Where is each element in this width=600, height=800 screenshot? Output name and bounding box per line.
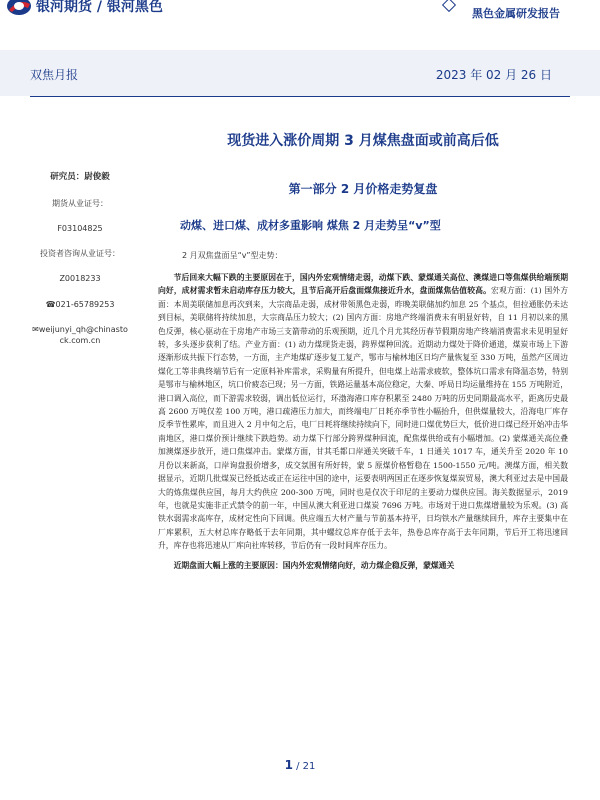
researcher-label: 研究员：尉俊毅 bbox=[50, 172, 110, 182]
report-type: 双焦月报 bbox=[30, 68, 79, 82]
invest-cert-label: 投资者咨询从业证号： bbox=[40, 249, 120, 259]
email-line-2[interactable]: ck.com.cn bbox=[59, 336, 101, 346]
header-divider bbox=[30, 96, 570, 97]
report-date: 2023 年 02 月 26 日 bbox=[435, 68, 552, 82]
top-header bbox=[0, 0, 600, 42]
diamond-icon bbox=[442, 0, 456, 12]
report-body bbox=[158, 130, 568, 572]
galaxy-logo-icon bbox=[6, 0, 32, 18]
report-series: 黑色金属研发报告 bbox=[472, 7, 560, 20]
part-heading: 第一部分 2 月价格走势复盘 bbox=[288, 182, 438, 196]
futures-cert-number: F03104825 bbox=[57, 224, 103, 234]
author-sidebar bbox=[20, 172, 140, 346]
paragraph-2-lead: 近期盘面大幅上涨的主要原因：国内外宏观情绪向好，动力煤企稳反弹，蒙煤通关 bbox=[173, 560, 455, 570]
paragraph-1 bbox=[158, 271, 568, 553]
paragraph-1-body: 宏观方面：(1) 国外方面：本周美联储加息再次到来，大宗商品走弱，成材带领黑色走弱，昨晚美联储加约加息 25 个基点，但拉通胀仍未达到目标，美联储将持续加息，大宗商品压力较大；(2) 国内方面：房地产终端消费未有明显好转，自 11 月初以来的黑色反弹，核心驱动在于房地产市场三支箭带动的乐观预期，近几个月尤其经历春节假期房地产终端消费需求未见明显好转，多头逐步获利了结。产业方面：(1) 动力煤现货走弱，跨界煤种回流。近期动力煤处于降价通道，煤炭市场上下游逐渐形成共振下行态势，一方面，主产地煤矿逐步复工复产，鄂市与榆林地区日均产量恢复至 330 万吨，虽然产区周边煤化工等非典终端节后有一定原料补库需求，采购量有所提升，但电煤上站需求疲软，整体坑口需求有降温态势，特别是鄂市与榆林地区，坑口价疲态已现；另一方面，铁路运量基本高位稳定，大秦、呼局日均运量维持在 155 万吨附近，港口调入高位，而下游需求较弱，调出低位运行，环渤海港口库存积累至 2480 万吨的历史同期最高水平，距离历史最高 2600 万吨仅差 100 万吨，港口疏港压力加大，而终端电厂日耗亦季节性小幅抬升，但供煤量较大，沿海电厂库存反季节性累库，而且进入 2 月中旬之后，电厂日耗将继续持续向下，同时进口煤优势巨大，低价进口煤已经开始冲击华南地区，港口煤价预计继续下跌趋势。动力煤下行部分跨界煤种回流，配焦煤供给或有小幅增加。(2) 蒙煤通关高位叠加澳煤逐步放开，进口焦煤冲击。蒙煤方面，甘其毛都口岸通关突破千车，1 日通关 1017 车，通关升至 2020 年 10 月份以来新高，口岸询盘报价增多，成交氛围有所好转，蒙 5 原煤价格暂稳在 1500-1550 元/吨。澳煤方面，相关数据显示，近期几批煤炭已经抵达或正在运往中国的途中，运要表明两国正在逐步恢复煤炭贸易，澳大利亚过去是中国最大的炼焦煤供应国，每月大约供应 200-300 万吨，同时也是仅次于印尼的主要动力煤供应国。海关数据显示，2019 年，也就是实施非正式禁令的前一年，中国从澳大利亚进口煤炭 7696 万吨。市场对于进口焦煤增量较为乐观。(3) 高铁水弱需求高库存，成材定性向下回调。供应端五大材产量与节前基本持平，日均铁水产量继续回升，库存主要集中在厂库累积，五大材总库存略低于去年同期，其中螺纹总库存低于去年，热卷总库存高于去年同期，节后开工将迅速回升，库存也将迅速从厂库向社库转移，节后仍有一段时间库存压力。 bbox=[158, 286, 568, 551]
invest-cert-number: Z0018233 bbox=[59, 274, 101, 284]
page-current: 1 bbox=[284, 758, 293, 772]
figure-caption: 2 月双焦盘面呈“v”型走势： bbox=[182, 251, 283, 260]
phone-number: ☎021-65789253 bbox=[45, 299, 115, 309]
paragraph-1-lead: 节后回来大幅下跌的主要原因在于，国内外宏观情绪走弱，动煤下跌、蒙煤通关高位、澳煤进口等焦煤供给端预期向好，成材需求暂未启动库存压力较大，且节后高开后盘面煤焦接近升水，盘面煤焦估值较高。 bbox=[158, 273, 568, 296]
page-total: 21 bbox=[302, 761, 316, 772]
email-address[interactable] bbox=[20, 324, 140, 346]
brand-name: 银河期货 / 银河黑色 bbox=[36, 0, 163, 15]
page-footer bbox=[0, 758, 600, 772]
report-title: 现货进入涨价周期 3 月煤焦盘面或前高后低 bbox=[227, 133, 499, 149]
email-line-1[interactable]: ✉weijunyi_qh@chinasto bbox=[32, 324, 128, 334]
paragraph-2 bbox=[158, 559, 568, 572]
futures-cert-label: 期货从业证号： bbox=[52, 198, 108, 208]
page-separator: / bbox=[292, 761, 303, 772]
section-heading: 动煤、进口煤、成材多重影响 煤焦 2 月走势呈“v”型 bbox=[180, 219, 441, 232]
